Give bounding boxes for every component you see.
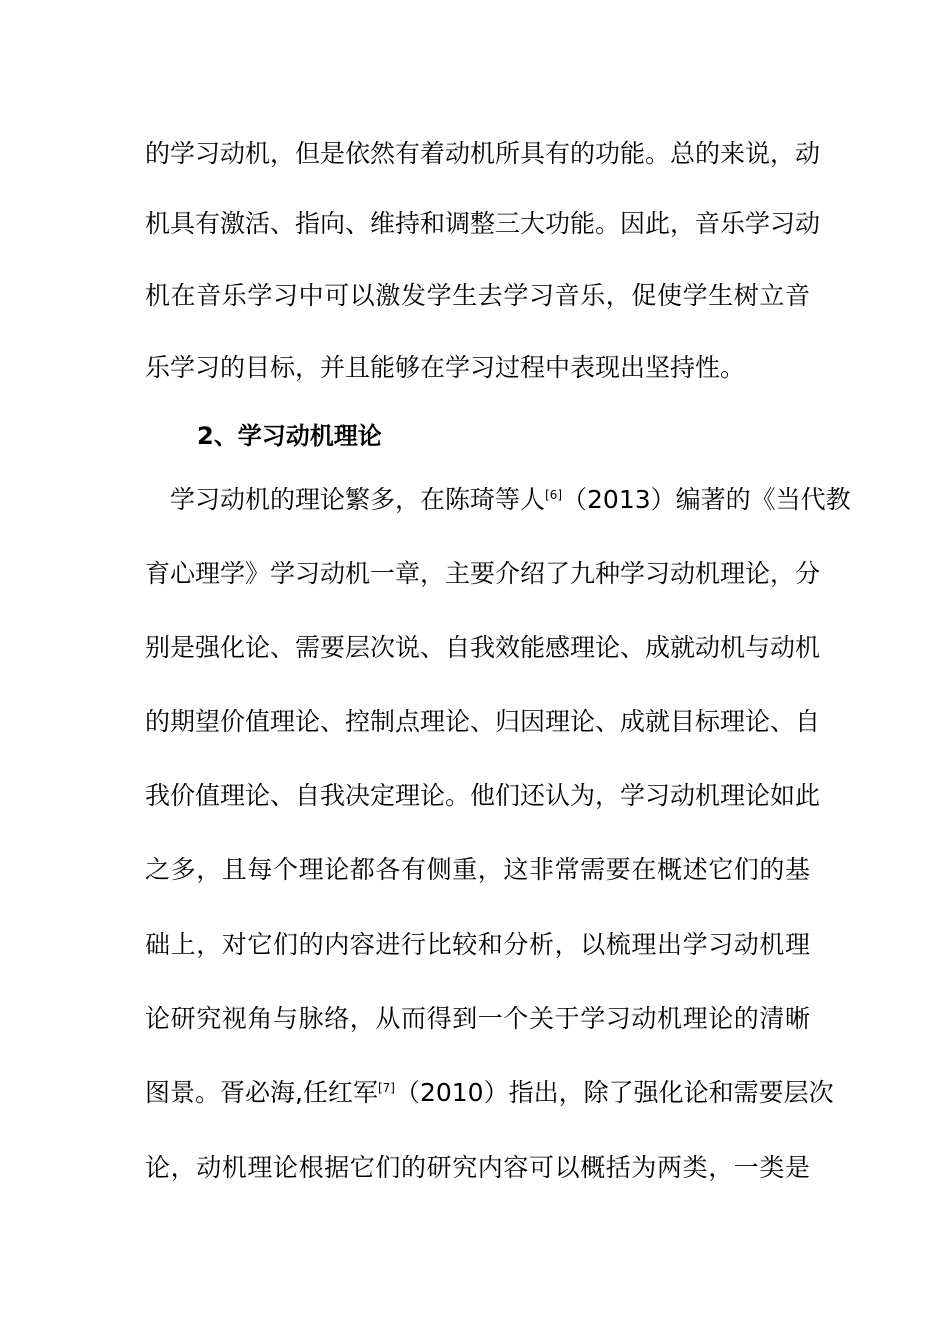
text-run: 图景。胥必海,任红军 bbox=[145, 1078, 378, 1107]
paragraph-line: 础上，对它们的内容进行比较和分析，以梳理出学习动机理 bbox=[145, 930, 810, 959]
text-run: 学习动机的理论繁多，在陈琦等人 bbox=[170, 485, 546, 514]
paragraph-line: 论研究视角与脉络，从而得到一个关于学习动机理论的清晰 bbox=[145, 1004, 810, 1033]
paragraph-line: 机具有激活、指向、维持和调整三大功能。因此，音乐学习动 bbox=[145, 209, 821, 238]
paragraph-line: 的期望价值理论、控制点理论、归因理论、成就目标理论、自 bbox=[145, 707, 821, 736]
paragraph-line: 我价值理论、自我决定理论。他们还认为，学习动机理论如此 bbox=[145, 781, 821, 810]
paragraph-line: 之多，且每个理论都各有侧重，这非常需要在概述它们的基 bbox=[145, 855, 810, 884]
paragraph-line: 别是强化论、需要层次说、自我效能感理论、成就动机与动机 bbox=[145, 633, 821, 662]
paragraph-line bbox=[170, 484, 851, 516]
paragraph-line: 乐学习的目标，并且能够在学习过程中表现出坚持性。 bbox=[145, 353, 746, 382]
paragraph-line: 论，动机理论根据它们的研究内容可以概括为两类，一类是 bbox=[145, 1153, 810, 1182]
section-heading: 2、学习动机理论 bbox=[197, 422, 382, 450]
citation-ref: [6] bbox=[545, 488, 563, 502]
text-run: （2013）编著的《当代教 bbox=[562, 485, 851, 514]
paragraph-line: 机在音乐学习中可以激发学生去学习音乐，促使学生树立音 bbox=[145, 281, 810, 310]
paragraph-line bbox=[145, 1077, 834, 1109]
citation-ref: [7] bbox=[377, 1081, 395, 1095]
text-run: （2010）指出，除了强化论和需要层次 bbox=[394, 1078, 834, 1107]
paragraph-line: 育心理学》学习动机一章，主要介绍了九种学习动机理论，分 bbox=[145, 559, 821, 588]
paragraph-line: 的学习动机，但是依然有着动机所具有的功能。总的来说，动 bbox=[145, 139, 821, 168]
